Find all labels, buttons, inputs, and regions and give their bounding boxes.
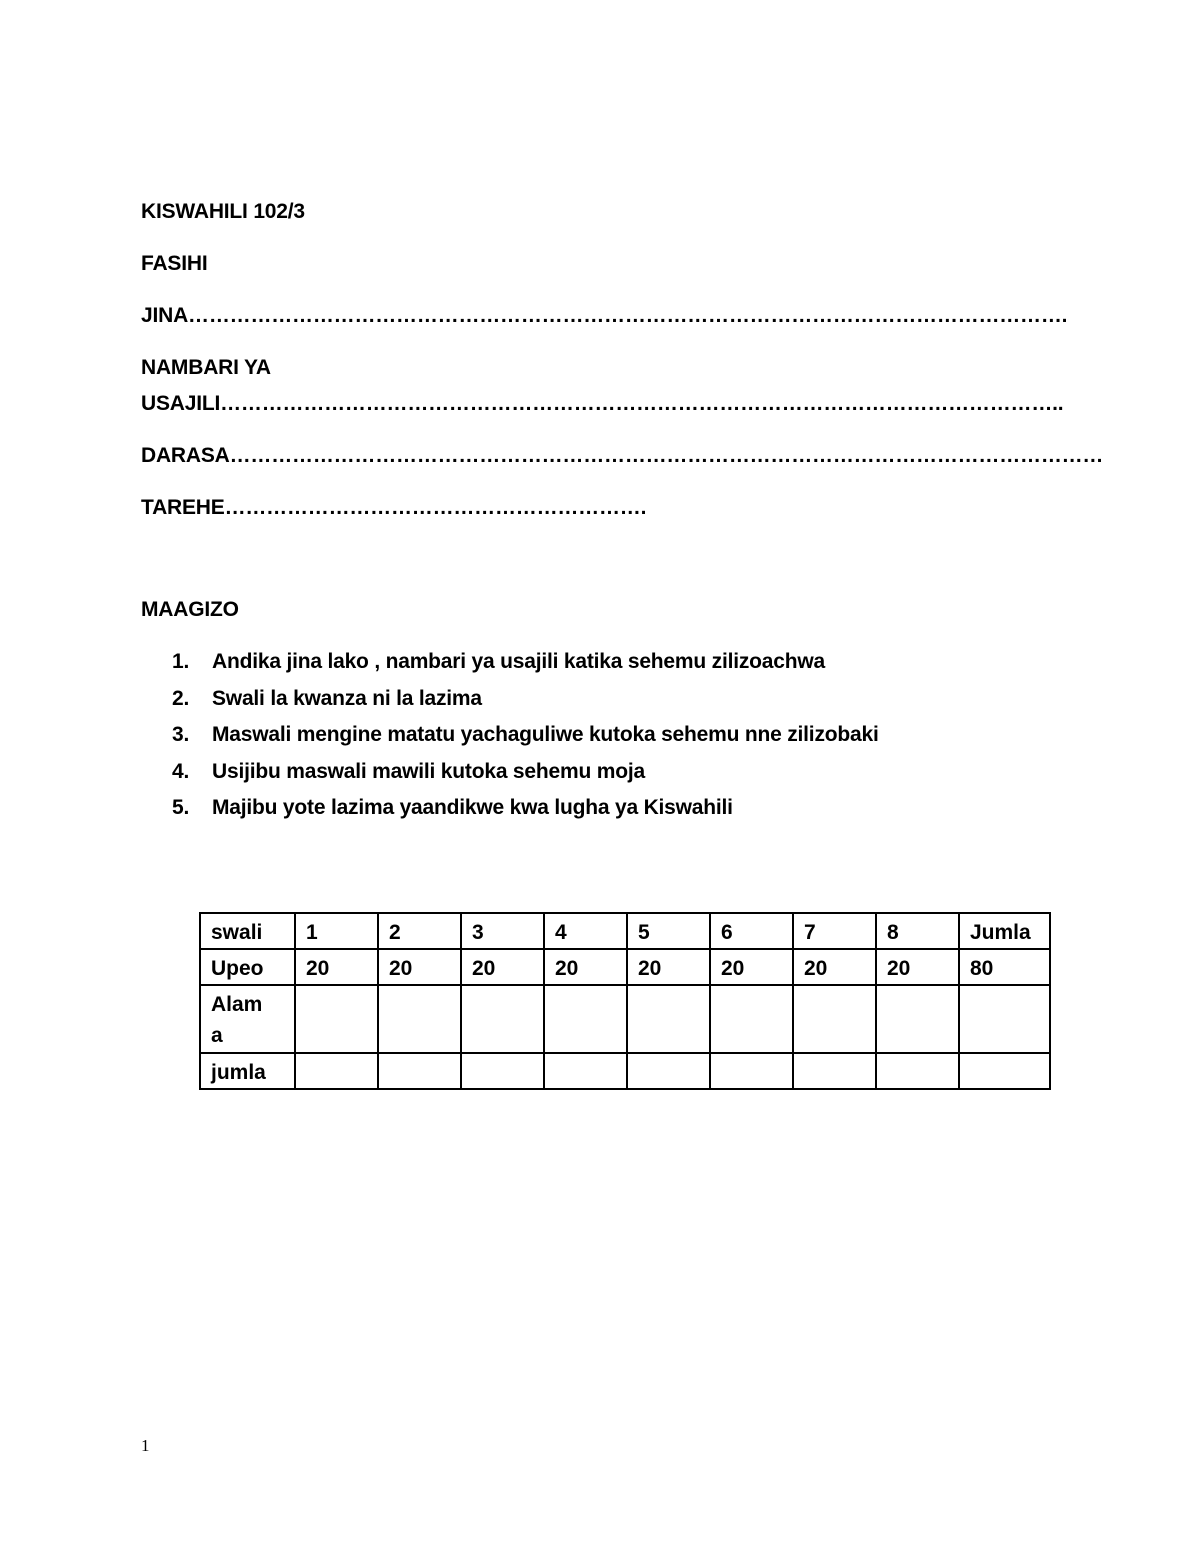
score-table-body: [200, 913, 1050, 1089]
table-row: [200, 913, 1050, 949]
table-cell: [461, 985, 544, 1053]
table-cell: [461, 1053, 544, 1089]
table-cell: [876, 985, 959, 1053]
table-cell: 20: [876, 949, 959, 985]
reg-number-label: NAMBARI YA: [141, 356, 271, 379]
list-item: [172, 685, 879, 722]
table-cell: [544, 1053, 627, 1089]
page-number: 1: [141, 1436, 150, 1455]
table-row: [200, 985, 1050, 1053]
table-cell: 20: [710, 949, 793, 985]
table-cell: [876, 1053, 959, 1089]
row-header-cell: Alam a: [200, 985, 295, 1053]
table-cell: 7: [793, 913, 876, 949]
table-cell: 1: [295, 913, 378, 949]
list-item: [172, 794, 879, 831]
table-cell: [793, 985, 876, 1053]
row-header-cell: swali: [200, 913, 295, 949]
table-cell: [295, 1053, 378, 1089]
item-number: 2.: [172, 686, 190, 710]
table-cell: [378, 1053, 461, 1089]
table-cell: 4: [544, 913, 627, 949]
row-header-cell: jumla: [200, 1053, 295, 1089]
table-row: [200, 949, 1050, 985]
reg-number-field: USAJILI…………………………………………………………………………………………………………..: [141, 392, 1064, 415]
score-table: [199, 912, 1051, 1090]
table-cell: 5: [627, 913, 710, 949]
list-item: [172, 758, 879, 795]
table-cell: [710, 985, 793, 1053]
table-cell: [378, 985, 461, 1053]
table-cell: 8: [876, 913, 959, 949]
item-number: 3.: [172, 723, 190, 746]
table-cell: [710, 1053, 793, 1089]
table-cell: 20: [627, 949, 710, 985]
date-field: TAREHE…………………………………………………….: [141, 496, 647, 519]
instructions-list: [172, 648, 879, 831]
table-cell: 2: [378, 913, 461, 949]
item-number: 1.: [172, 650, 190, 673]
table-row: [200, 1053, 1050, 1089]
item-text: Swali la kwanza ni la lazima: [212, 686, 482, 710]
table-cell: [959, 1053, 1050, 1089]
instructions-heading: MAAGIZO: [141, 598, 239, 621]
table-cell: [627, 1053, 710, 1089]
item-text: Andika jina lako , nambari ya usajili katika sehemu zilizoachwa: [212, 650, 825, 673]
table-cell: 6: [710, 913, 793, 949]
item-number: 4.: [172, 759, 190, 783]
table-cell: [959, 985, 1050, 1053]
table-cell: [627, 985, 710, 1053]
table-cell: Jumla: [959, 913, 1050, 949]
item-number: 5.: [172, 796, 190, 819]
subject-code: KISWAHILI 102/3: [141, 200, 305, 223]
table-cell: 20: [461, 949, 544, 985]
row-header-cell: Upeo: [200, 949, 295, 985]
paper-title: FASIHI: [141, 252, 208, 275]
class-field: DARASA………………………………………………………………………………………………………………: [141, 444, 1104, 467]
table-cell: 20: [544, 949, 627, 985]
table-cell: 80: [959, 949, 1050, 985]
table-cell: 20: [793, 949, 876, 985]
list-item: [172, 648, 879, 685]
table-cell: 20: [295, 949, 378, 985]
table-cell: 20: [378, 949, 461, 985]
item-text: Maswali mengine matatu yachaguliwe kutoka sehemu nne zilizobaki: [212, 723, 879, 746]
table-cell: [295, 985, 378, 1053]
table-cell: 3: [461, 913, 544, 949]
name-field: JINA……………………………………………………………………………………………………………….: [141, 304, 1068, 327]
list-item: [172, 721, 879, 758]
item-text: Usijibu maswali mawili kutoka sehemu moja: [212, 759, 645, 783]
item-text: Majibu yote lazima yaandikwe kwa lugha ya Kiswahili: [212, 796, 733, 819]
table-cell: [544, 985, 627, 1053]
table-cell: [793, 1053, 876, 1089]
